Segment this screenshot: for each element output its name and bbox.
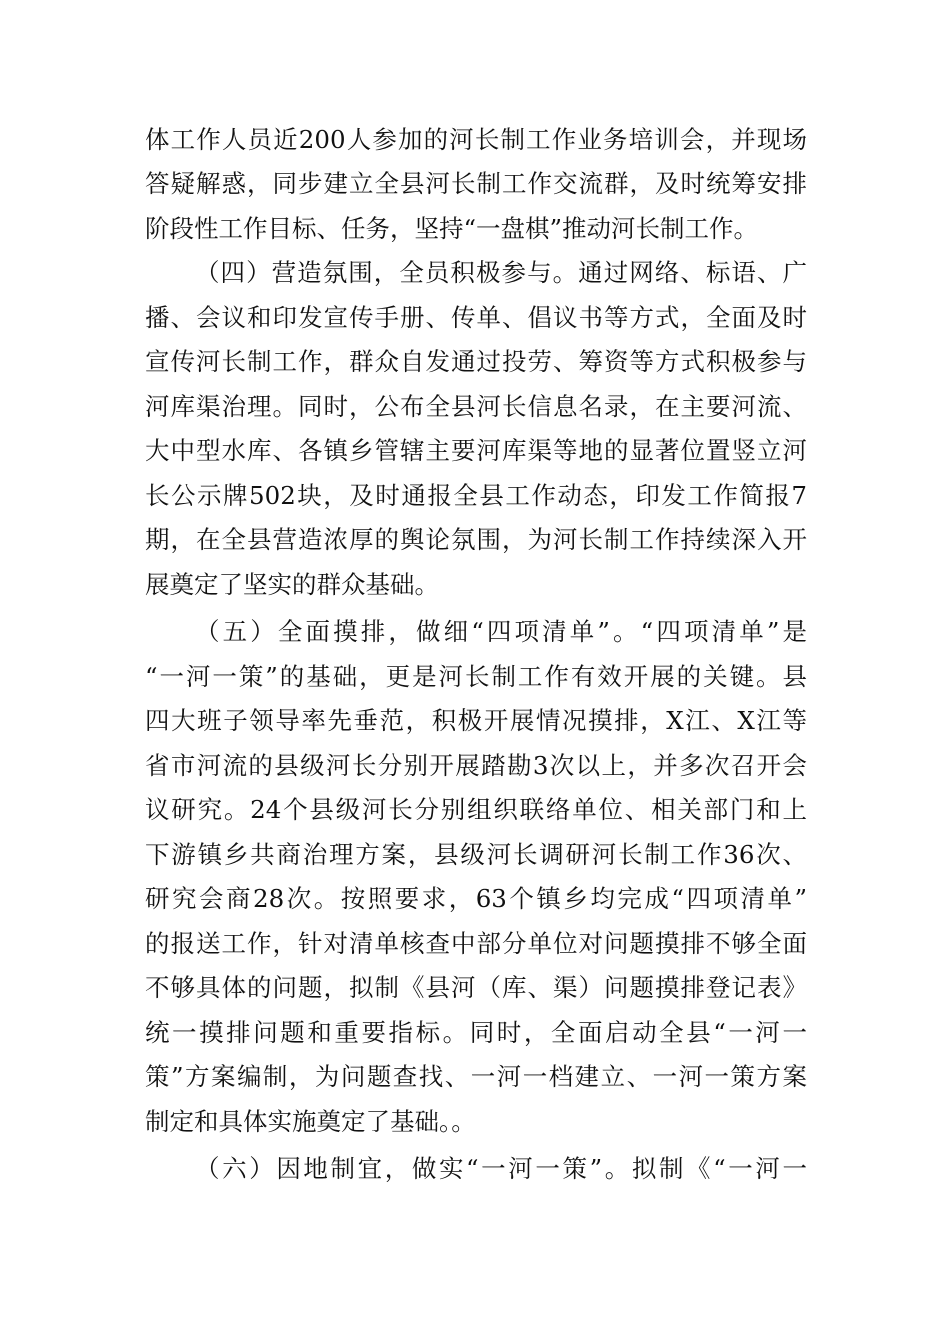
- text-line: 体工作人员近200人参加的河长制工作业务培训会，并现场: [145, 125, 807, 154]
- text-line: 研究会商28次。按照要求，63个镇乡均完成“四项清单”: [145, 884, 807, 913]
- section-heading-line: （四）营造氛围，全员积极参与。通过网络、标语、广: [195, 258, 807, 287]
- text-line: 期，在全县营造浓厚的舆论氛围，为河长制工作持续深入开: [145, 525, 807, 554]
- text-line: 制定和具体实施奠定了基础。。: [145, 1107, 476, 1136]
- text-line: “一河一策”的基础，更是河长制工作有效开展的关键。县: [145, 662, 807, 691]
- text-line: 河库渠治理。同时，公布全县河长信息名录，在主要河流、: [145, 392, 807, 421]
- text-line: 下游镇乡共商治理方案，县级河长调研河长制工作36次、: [145, 840, 807, 869]
- text-line: 策”方案编制，为问题查找、一河一档建立、一河一策方案: [145, 1062, 807, 1091]
- section-heading-line: （六）因地制宜，做实“一河一策”。拟制《“一河一: [195, 1154, 807, 1183]
- section-heading-line: （五）全面摸排，做细“四项清单”。“四项清单”是: [195, 617, 807, 646]
- text-line: 答疑解惑，同步建立全县河长制工作交流群，及时统筹安排: [145, 169, 807, 198]
- text-line: 统一摸排问题和重要指标。同时，全面启动全县“一河一: [145, 1018, 807, 1047]
- text-line: 不够具体的问题，拟制《县河（库、渠）问题摸排登记表》: [145, 973, 807, 1002]
- text-line: 宣传河长制工作，群众自发通过投劳、筹资等方式积极参与: [145, 347, 807, 376]
- text-line: 大中型水库、各镇乡管辖主要河库渠等地的显著位置竖立河: [145, 436, 807, 465]
- text-line: 省市河流的县级河长分别开展踏勘3次以上，并多次召开会: [145, 751, 807, 780]
- text-line: 展奠定了坚实的群众基础。: [145, 570, 439, 599]
- text-line: 播、会议和印发宣传手册、传单、倡议书等方式，全面及时: [145, 303, 807, 332]
- text-line: 四大班子领导率先垂范，积极开展情况摸排，X江、X江等: [145, 706, 807, 735]
- text-line: 的报送工作，针对清单核查中部分单位对问题摸排不够全面: [145, 929, 807, 958]
- text-line: 议研究。24个县级河长分别组织联络单位、相关部门和上: [145, 795, 807, 824]
- text-line: 阶段性工作目标、任务，坚持“一盘棋”推动河长制工作。: [145, 214, 759, 243]
- text-line: 长公示牌502块，及时通报全县工作动态，印发工作简报7: [145, 481, 807, 510]
